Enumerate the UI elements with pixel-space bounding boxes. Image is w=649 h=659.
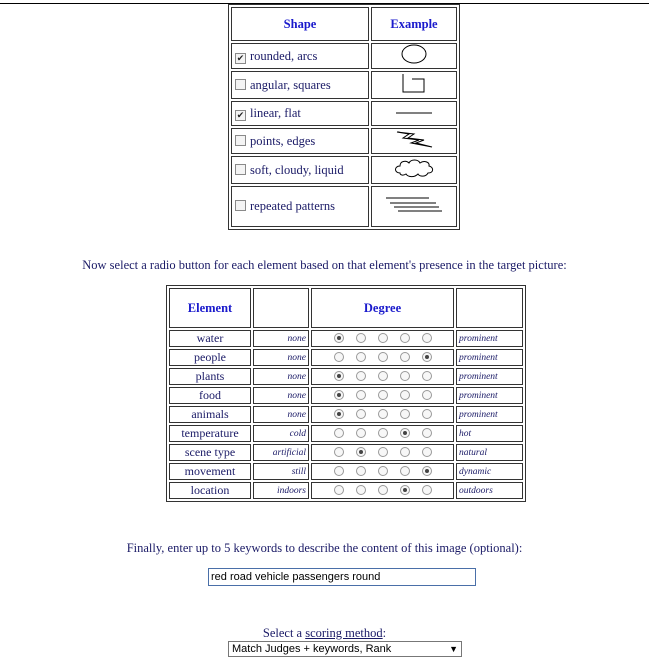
shape-checkbox[interactable]: ✔ [236, 52, 245, 63]
high-label: outdoors [456, 482, 523, 499]
scoring-method-link[interactable]: scoring method [305, 626, 383, 640]
high-label: hot [456, 425, 523, 442]
degree-row [169, 330, 523, 347]
degree-table [166, 285, 526, 502]
degree-radio[interactable] [400, 352, 410, 362]
shape-checkbox[interactable]: ✔ [236, 110, 245, 120]
element-label: scene type [169, 444, 251, 461]
degree-radio[interactable] [422, 352, 432, 362]
shape-option-cell [231, 156, 369, 184]
shape-example-cell [371, 71, 457, 99]
degree-radio[interactable] [422, 409, 432, 419]
scoring-label-prefix: Select a [262, 626, 306, 640]
degree-radio[interactable] [356, 352, 366, 362]
shape-option-label: angular, squares [250, 77, 331, 92]
degree-radio[interactable] [422, 333, 432, 343]
degree-radio-group [311, 406, 454, 423]
shape-row [231, 71, 457, 99]
example-header: Example [371, 7, 457, 41]
element-header: Element [169, 288, 251, 328]
low-label: none [253, 330, 309, 347]
shape-checkbox[interactable] [235, 164, 246, 175]
element-label: animals [169, 406, 251, 423]
low-label: cold [253, 425, 309, 442]
shape-option-label: repeated patterns [250, 199, 336, 213]
degree-radio[interactable] [378, 447, 388, 457]
high-label: natural [456, 444, 523, 461]
degree-radio[interactable] [400, 409, 410, 419]
keywords-instruction: Finally, enter up to 5 keywords to describe the content of this image (optional): [126, 541, 523, 555]
shape-table [228, 4, 460, 230]
degree-radio[interactable] [422, 428, 432, 438]
degree-radio-group [311, 368, 454, 385]
degree-radio[interactable] [356, 390, 366, 400]
degree-radio[interactable] [334, 485, 344, 495]
low-label: indoors [253, 482, 309, 499]
shape-row [231, 101, 457, 126]
shape-row [231, 156, 457, 184]
degree-row [169, 368, 523, 385]
high-header [456, 288, 523, 328]
degree-radio[interactable] [334, 390, 344, 400]
degree-radio[interactable] [378, 333, 388, 343]
degree-radio[interactable] [334, 428, 344, 438]
degree-radio-group [311, 387, 454, 404]
high-label: dynamic [456, 463, 523, 480]
degree-radio[interactable] [356, 371, 366, 381]
element-label: movement [169, 463, 251, 480]
shape-example-cell [371, 186, 457, 227]
scoring-selected-value: Match Judges + keywords, Rank [232, 643, 392, 655]
degree-radio[interactable] [378, 485, 388, 495]
shape-checkbox[interactable] [235, 200, 246, 211]
shape-option-label: rounded, arcs [250, 48, 318, 63]
parallel-lines-icon [384, 204, 444, 218]
element-label: water [169, 330, 251, 347]
shape-row [231, 128, 457, 154]
shape-example-cell [371, 128, 457, 154]
shape-row [231, 43, 457, 69]
low-label: none [253, 387, 309, 404]
degree-row [169, 463, 523, 480]
low-header [253, 288, 309, 328]
shape-option-cell [231, 101, 369, 126]
shape-example-cell [371, 156, 457, 184]
degree-row [169, 444, 523, 461]
high-label: prominent [456, 330, 523, 347]
shape-option-label: soft, cloudy, liquid [250, 162, 344, 177]
degree-row [169, 482, 523, 499]
element-label: people [169, 349, 251, 366]
degree-radio[interactable] [422, 485, 432, 495]
degree-radio[interactable] [356, 409, 366, 419]
degree-radio[interactable] [334, 447, 344, 457]
degree-radio[interactable] [378, 371, 388, 381]
shape-example-cell [371, 101, 457, 126]
dropdown-arrow-icon: ▼ [449, 644, 458, 654]
degree-radio[interactable] [378, 428, 388, 438]
degree-row [169, 349, 523, 366]
shape-header: Shape [231, 7, 369, 41]
shape-option-cell [231, 128, 369, 154]
element-label: plants [169, 368, 251, 385]
high-label: prominent [456, 387, 523, 404]
low-label: none [253, 406, 309, 423]
degree-radio[interactable] [334, 352, 344, 362]
high-label: prominent [456, 349, 523, 366]
low-label: artificial [253, 444, 309, 461]
degree-radio[interactable] [400, 466, 410, 476]
shape-option-cell [231, 186, 369, 227]
shape-option-label: points, edges [250, 133, 316, 148]
element-label: food [169, 387, 251, 404]
degree-radio[interactable] [400, 428, 410, 438]
degree-radio[interactable] [356, 485, 366, 495]
circle-icon [399, 53, 429, 67]
shape-option-label: linear, flat [250, 106, 301, 120]
degree-radio[interactable] [422, 390, 432, 400]
degree-instruction: Now select a radio button for each element based on that element's presence in the target picture: [82, 258, 567, 272]
degree-radio-group [311, 444, 454, 461]
element-label: temperature [169, 425, 251, 442]
degree-radio-group [311, 482, 454, 499]
degree-radio[interactable] [334, 466, 344, 476]
low-label: none [253, 349, 309, 366]
zigzag-icon [394, 138, 434, 152]
line-icon [394, 106, 434, 120]
high-label: prominent [456, 368, 523, 385]
degree-row [169, 406, 523, 423]
high-label: prominent [456, 406, 523, 423]
shape-option-cell [231, 71, 369, 99]
degree-radio[interactable] [378, 409, 388, 419]
degree-radio[interactable] [356, 333, 366, 343]
degree-header: Degree [311, 288, 454, 328]
square-icon [399, 83, 429, 97]
degree-radio[interactable] [378, 390, 388, 400]
degree-row [169, 387, 523, 404]
degree-radio[interactable] [422, 447, 432, 457]
element-label: location [169, 482, 251, 499]
degree-radio[interactable] [378, 466, 388, 476]
degree-radio-group [311, 425, 454, 442]
degree-radio-group [311, 330, 454, 347]
degree-radio[interactable] [400, 390, 410, 400]
shape-option-cell [231, 43, 369, 69]
degree-radio[interactable] [400, 485, 410, 495]
shape-checkbox[interactable] [235, 135, 246, 146]
low-label: still [253, 463, 309, 480]
degree-radio-group [311, 349, 454, 366]
shape-example-cell [371, 43, 457, 69]
degree-radio[interactable] [334, 333, 344, 343]
keywords-input[interactable]: red road vehicle passengers round [208, 568, 476, 586]
shape-checkbox[interactable] [235, 79, 246, 90]
degree-radio[interactable] [356, 466, 366, 476]
degree-radio[interactable] [356, 428, 366, 438]
degree-row [169, 425, 523, 442]
degree-radio[interactable] [378, 352, 388, 362]
degree-radio[interactable] [334, 409, 344, 419]
degree-radio[interactable] [400, 333, 410, 343]
low-label: none [253, 368, 309, 385]
degree-radio[interactable] [422, 371, 432, 381]
shape-row [231, 186, 457, 227]
degree-radio[interactable] [400, 447, 410, 457]
cloud-icon [392, 168, 436, 182]
degree-radio[interactable] [422, 466, 432, 476]
scoring-label-suffix: : [382, 626, 387, 640]
scoring-label [0, 626, 649, 641]
degree-radio[interactable] [356, 447, 366, 457]
degree-radio[interactable] [334, 371, 344, 381]
scoring-method-select[interactable] [228, 641, 462, 657]
degree-radio-group [311, 463, 454, 480]
degree-radio[interactable] [400, 371, 410, 381]
